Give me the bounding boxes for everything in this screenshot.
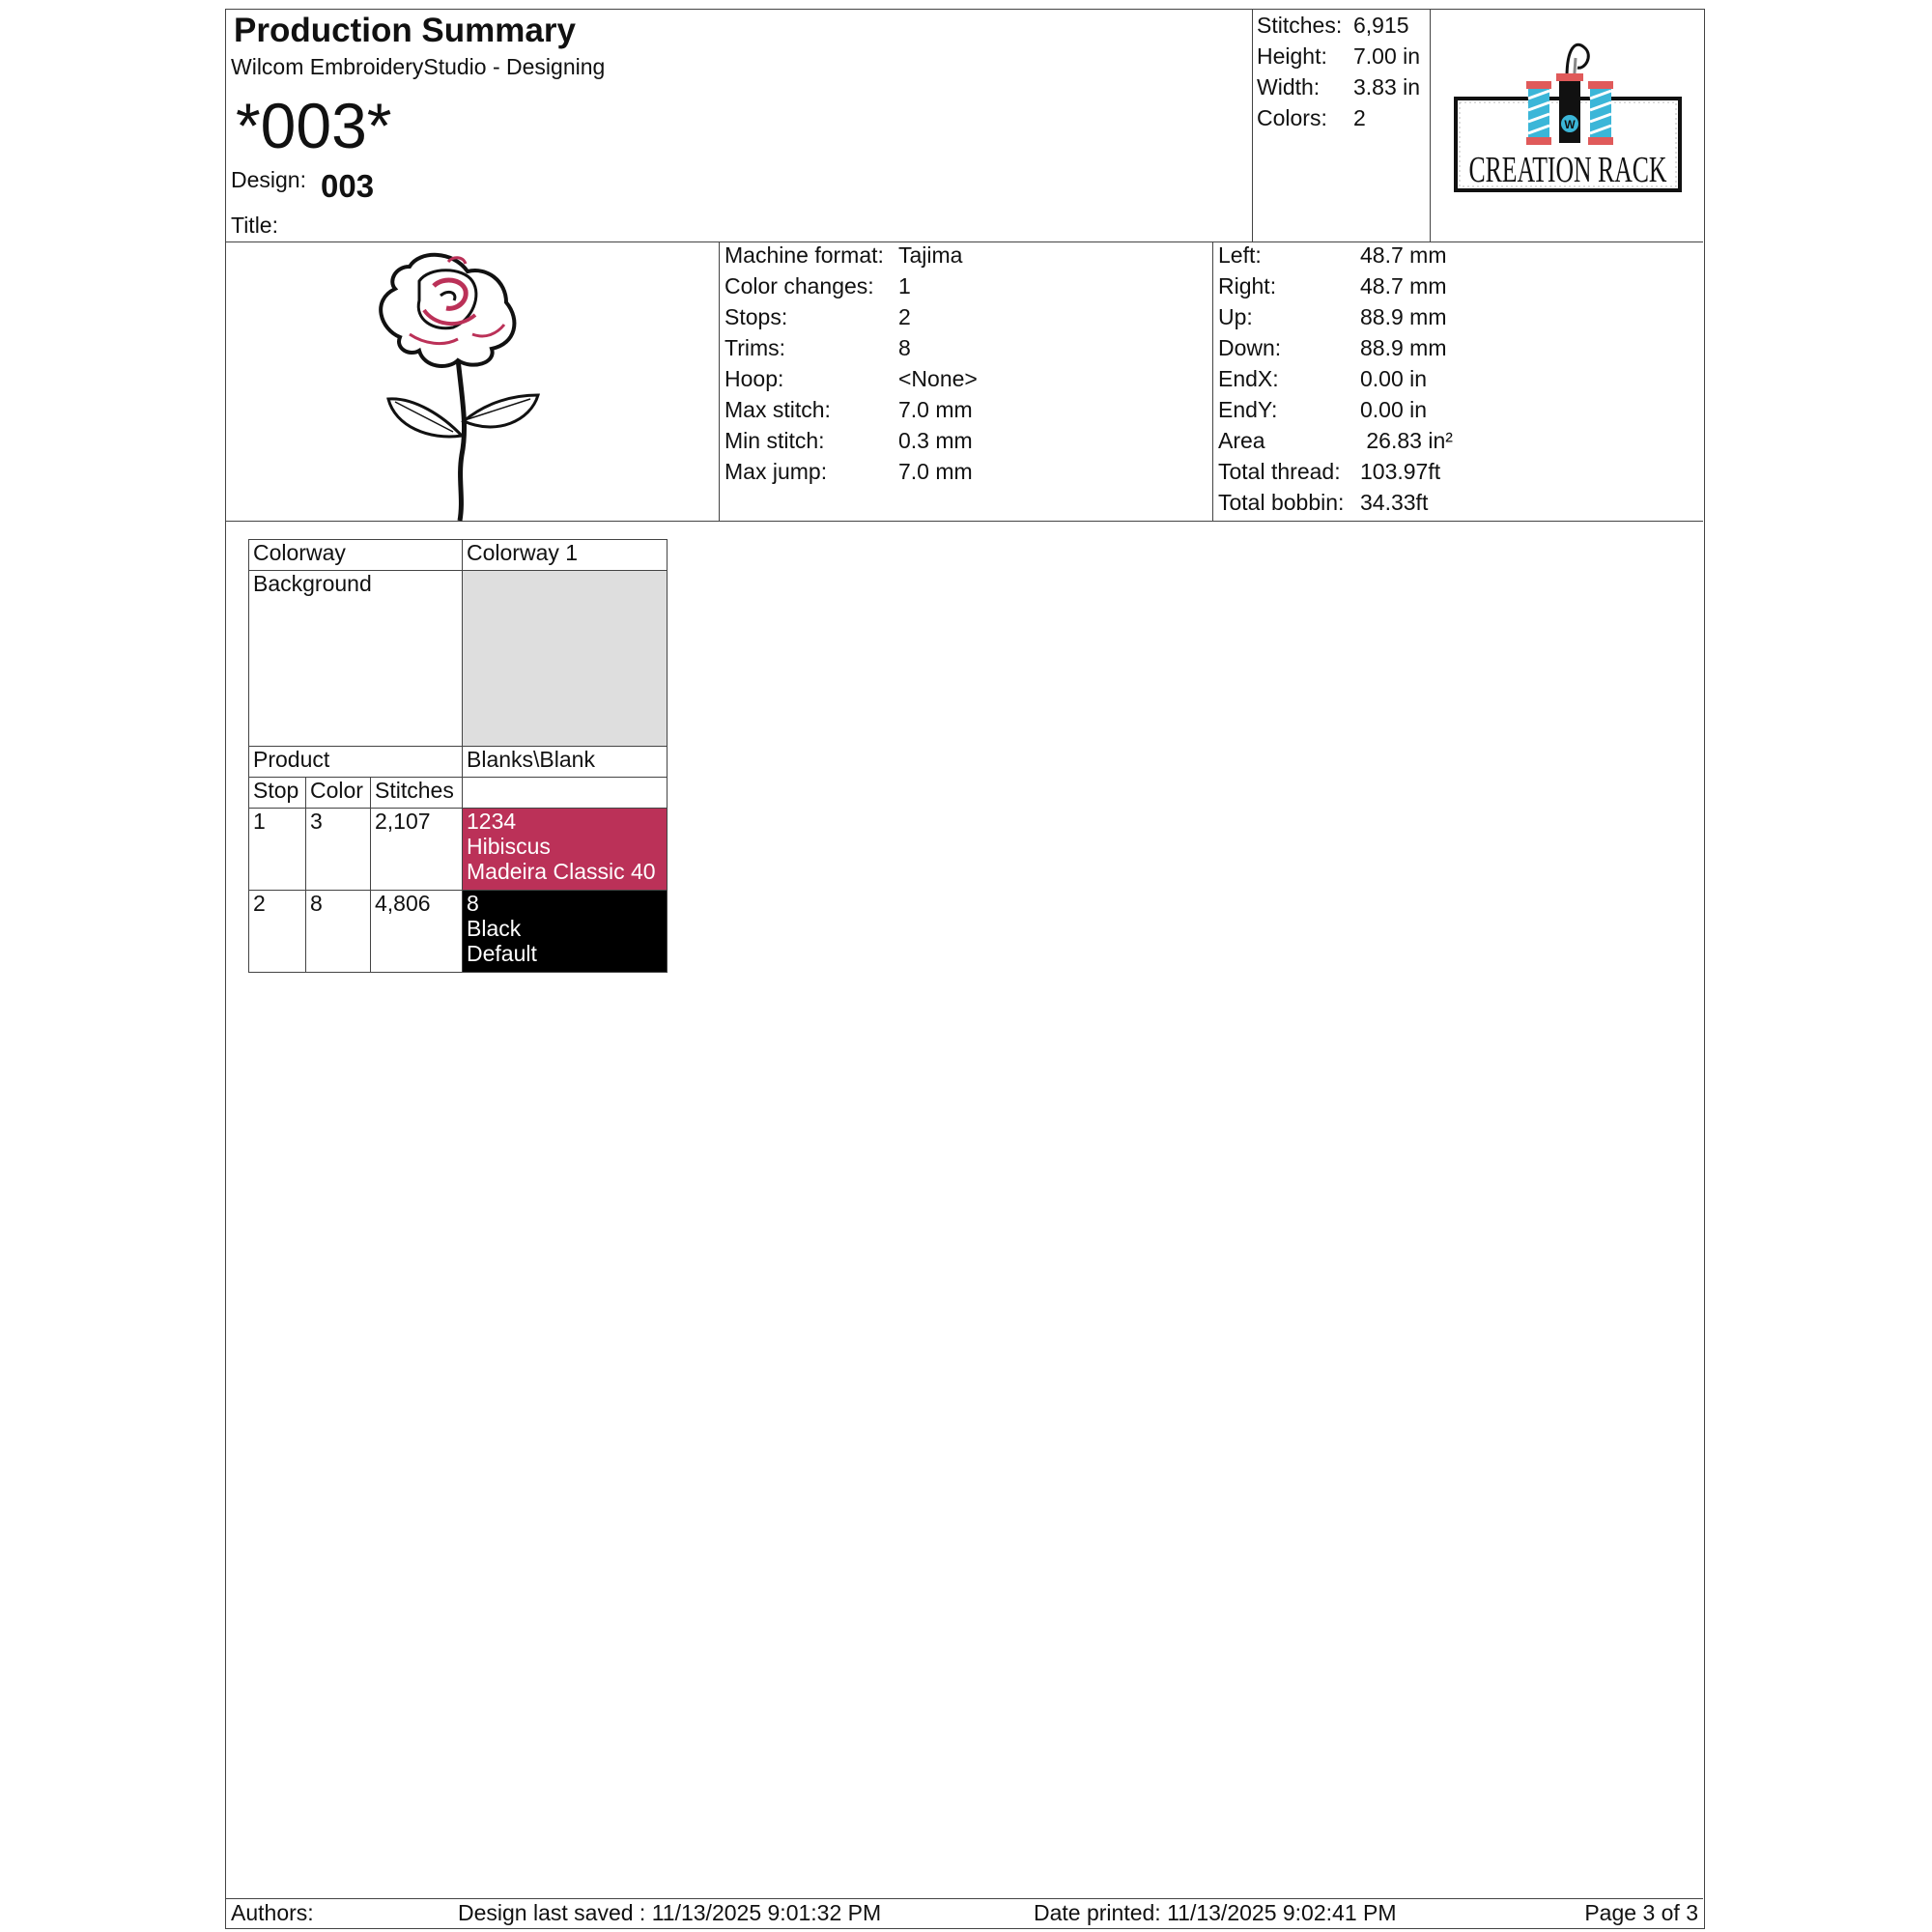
spool-left-icon <box>1526 81 1551 145</box>
max-stitch-value: 7.0 mm <box>898 397 973 422</box>
product-label: Product <box>249 747 463 778</box>
header-section <box>226 10 1703 242</box>
design-stats <box>1253 10 1431 242</box>
page-footer <box>226 1898 1703 1929</box>
total-bobbin-value: 34.33ft <box>1360 490 1429 515</box>
stops-value: 2 <box>898 304 911 329</box>
width-label: Width: <box>1257 74 1321 99</box>
trims-value: 8 <box>898 335 911 360</box>
colorway-table <box>248 539 668 973</box>
color-column-header: Color <box>306 778 371 809</box>
down-label: Down: <box>1218 335 1282 360</box>
down-value: 88.9 mm <box>1360 335 1447 360</box>
design-barcode: *003* <box>236 90 392 161</box>
stitches-value: 6,915 <box>1353 13 1409 38</box>
width-value: 3.83 in <box>1353 74 1421 99</box>
left-value: 48.7 mm <box>1360 242 1447 268</box>
endx-value: 0.00 in <box>1360 366 1428 391</box>
spool-center-icon <box>1556 73 1583 143</box>
spool-right-icon <box>1588 81 1613 145</box>
color-cell: 8 <box>306 891 371 973</box>
thread-code: 1234 <box>467 809 517 834</box>
min-stitch-value: 0.3 mm <box>898 428 973 453</box>
design-value: 003 <box>321 168 375 204</box>
svg-text:CREATION RACK: CREATION RACK <box>1468 150 1667 190</box>
machine-settings <box>720 242 1213 521</box>
thread-brand: Default <box>467 941 537 966</box>
thread-code: 8 <box>467 891 479 916</box>
hoop-label: Hoop: <box>724 366 784 391</box>
max-jump-label: Max jump: <box>724 459 828 484</box>
stitches-column-header: Stitches <box>371 778 463 809</box>
endy-value: 0.00 in <box>1360 397 1428 422</box>
rose-design-image <box>226 242 719 521</box>
empty-header-cell <box>463 778 668 809</box>
authors-label: Authors: <box>231 1900 314 1925</box>
stitches-label: Stitches: <box>1257 13 1343 38</box>
page-number: Page 3 of 3 <box>1584 1900 1698 1925</box>
thread-name: Black <box>467 916 522 941</box>
thread-swatch <box>463 809 668 891</box>
table-row <box>249 891 668 973</box>
colors-value: 2 <box>1353 105 1366 130</box>
colorway-header-row <box>249 540 668 571</box>
area-label: Area <box>1218 428 1265 453</box>
product-row <box>249 747 668 778</box>
left-label: Left: <box>1218 242 1262 268</box>
colorway-label: Colorway <box>249 540 463 571</box>
trims-label: Trims: <box>724 335 786 360</box>
app-subtitle: Wilcom EmbroideryStudio - Designing <box>231 54 606 79</box>
creation-rack-logo <box>1431 10 1703 242</box>
background-label: Background <box>249 571 463 747</box>
up-label: Up: <box>1218 304 1253 329</box>
color-changes-value: 1 <box>898 273 911 298</box>
machine-format-value: Tajima <box>898 242 963 268</box>
design-preview <box>226 242 720 521</box>
stops-label: Stops: <box>724 304 788 329</box>
thread-name: Hibiscus <box>467 834 551 859</box>
column-header-row <box>249 778 668 809</box>
up-value: 88.9 mm <box>1360 304 1447 329</box>
table-row <box>249 809 668 891</box>
area-value: 26.83 in² <box>1360 428 1453 453</box>
stop-column-header: Stop <box>249 778 306 809</box>
stitches-cell: 2,107 <box>371 809 463 891</box>
height-label: Height: <box>1257 43 1327 69</box>
machine-format-label: Machine format: <box>724 242 884 268</box>
min-stitch-label: Min stitch: <box>724 428 825 453</box>
title-label: Title: <box>231 213 278 238</box>
thread-swatch <box>463 891 668 973</box>
color-changes-label: Color changes: <box>724 273 874 298</box>
design-label: Design: <box>231 167 306 192</box>
svg-text:W: W <box>1564 118 1576 131</box>
total-thread-label: Total thread: <box>1218 459 1341 484</box>
background-row <box>249 571 668 747</box>
right-value: 48.7 mm <box>1360 273 1447 298</box>
design-details-section <box>226 242 1703 522</box>
stop-cell: 2 <box>249 891 306 973</box>
last-saved: Design last saved : 11/13/2025 9:01:32 PM <box>458 1900 882 1925</box>
production-summary-page <box>225 9 1705 1929</box>
hoop-value: <None> <box>898 366 978 391</box>
max-jump-value: 7.0 mm <box>898 459 973 484</box>
product-value: Blanks\Blank <box>463 747 668 778</box>
background-swatch <box>463 571 668 747</box>
stitches-cell: 4,806 <box>371 891 463 973</box>
total-bobbin-label: Total bobbin: <box>1218 490 1345 515</box>
color-cell: 3 <box>306 809 371 891</box>
thread-brand: Madeira Classic 40 <box>467 859 656 884</box>
header-info <box>226 10 1253 242</box>
colorway-value: Colorway 1 <box>463 540 668 571</box>
endy-label: EndY: <box>1218 397 1278 422</box>
total-thread-value: 103.97ft <box>1360 459 1441 484</box>
right-label: Right: <box>1218 273 1277 298</box>
max-stitch-label: Max stitch: <box>724 397 831 422</box>
colors-label: Colors: <box>1257 105 1327 130</box>
endx-label: EndX: <box>1218 366 1279 391</box>
height-value: 7.00 in <box>1353 43 1421 69</box>
page-title: Production Summary <box>234 12 576 49</box>
stop-cell: 1 <box>249 809 306 891</box>
date-printed: Date printed: 11/13/2025 9:02:41 PM <box>1034 1900 1397 1925</box>
dimension-settings <box>1213 242 1703 521</box>
